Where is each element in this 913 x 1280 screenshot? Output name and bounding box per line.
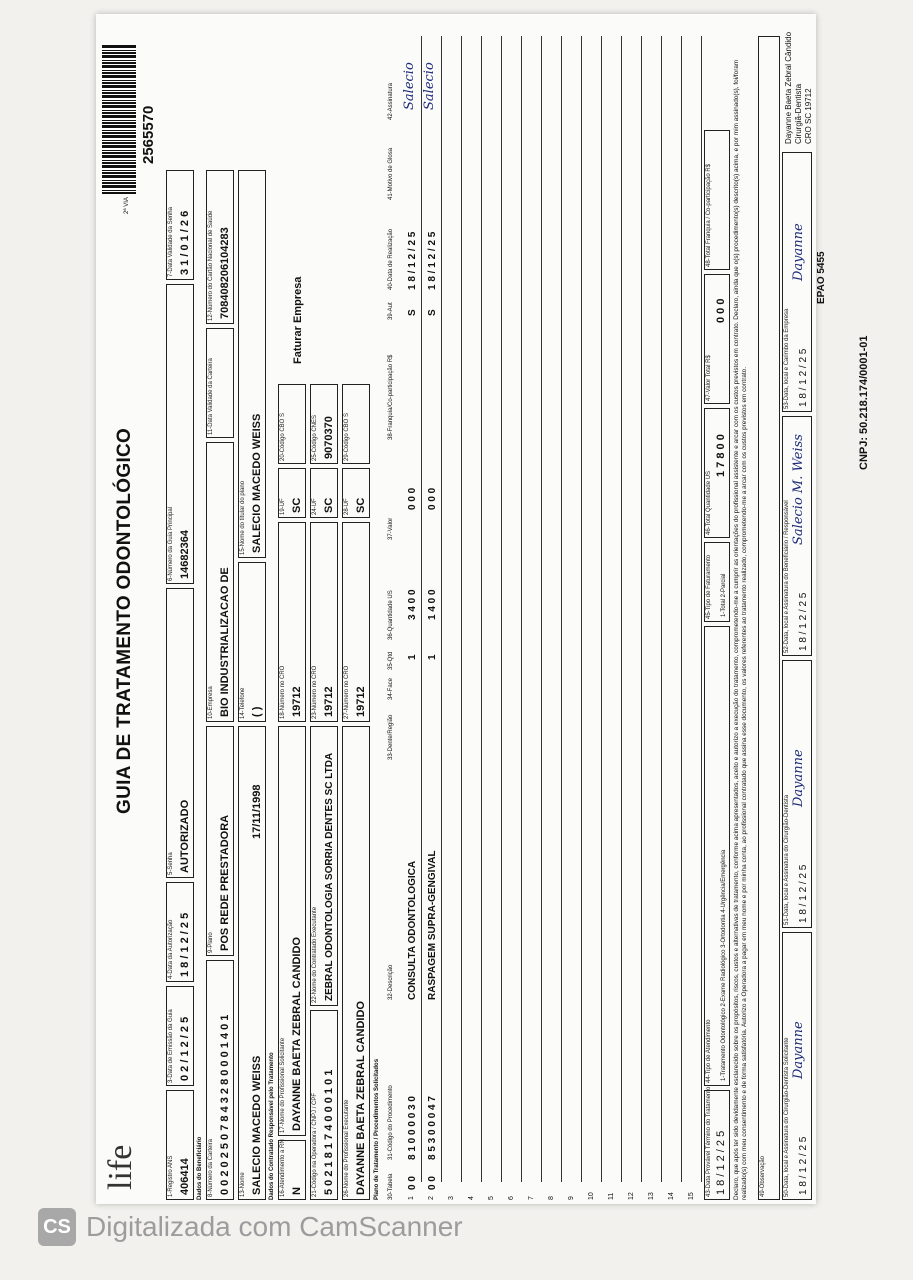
field-senha: 5-Senha AUTORIZADO [166,588,194,878]
field-cro-contratado: 23-Número no CRO 19712 [310,522,338,722]
company-logo: life [102,1144,139,1190]
row-number: 8 [548,1196,555,1200]
field-codigo-operadora: 21-Código na Operadora / CNPJ / CPF 5 0 2 1 8 1 7 4 0 0 0 1 0 1 [310,1010,338,1200]
row-number: 7 [528,1196,535,1200]
table-row [542,36,562,1200]
signature-empresa: 53-Data, local e Carimbo da Empresa 1 8 / 1 2 / 2 5 Dayanne [782,152,812,412]
row-number: 12 [628,1192,635,1200]
watermark-text: Digitalizada com CamScanner [86,1211,463,1242]
field-titular: 15-Nome do titular do plano SALECIO MACEDO WEISS [238,170,266,558]
stamp-cnpj: CNPJ: 50.218.174/0001-01 [858,335,870,470]
row-number: 6 [508,1196,515,1200]
table-row [582,36,602,1200]
field-cbo-solicitante: 20-Código CBO S [278,384,306,464]
guide-number: 2565570 [140,105,157,164]
signature-solicitante: 50-Data, local e Assinatura do Cirurgião-Dentista Solicitante 1 8 / 1 2 / 2 5 Dayanne [782,932,812,1200]
field-tipo-atendimento: 44-Tipo de Atendimento 1-Tratamento Odontológico 2-Exame Radiológico 3-Ortodontia 4-Urgência/Emergência [704,626,730,1086]
field-uf-solicitante: 19-UF SC [278,468,306,518]
dental-treatment-form [96,14,827,1204]
field-data-emissao: 3-Data de Emissão da Guia 0 2 / 1 2 / 2 5 [166,986,194,1086]
field-total-franquia: 48-Total Franquia / Co-participação R$ [704,130,730,270]
row-number: 3 [448,1196,455,1200]
field-cbo-executante: 29-Código CBO S [342,384,370,464]
barcode-icon [102,44,136,194]
row-number: 14 [668,1192,675,1200]
field-cro-solicitante: 18-Número no CRO 19712 [278,522,306,722]
section-beneficiary: Dados do Beneficiário [197,1136,203,1200]
table-row: 1 0 0 8 1 0 0 0 0 3 0 CONSULTA ODONTOLOGICA 1 3 4 0 0 0 0 0 S 1 8 / 1 2 / 2 5 Salecio [402,36,422,1200]
table-row [562,36,582,1200]
field-plano: 9-Plano POS REDE PRESTADORA [206,726,234,956]
via-label: 2ª VIA [124,197,130,214]
table-row [662,36,682,1200]
table-row [462,36,482,1200]
field-validade-senha: 7-Data Validade da Senha 3 1 / 0 1 / 2 6 [166,170,194,280]
table-row [682,36,702,1200]
stamp-cnpj-area [858,210,878,470]
signature-beneficiario: 52-Data, local e Assinatura do Beneficiário / Responsável 1 8 / 1 2 / 2 5 Salecio M. Weiss [782,416,812,656]
row-number: 10 [588,1192,595,1200]
field-rn: 16-Atendimento a RN N [278,1140,306,1200]
field-prof-executante: 26-Nome do Profissional Executante DAYANNE BAETA ZEBRAL CANDIDO [342,726,370,1200]
stamp-role: Cirurgiã-Dentista [794,83,803,144]
date-of-birth: 17/11/1998 [251,784,263,839]
camscanner-watermark [38,1208,463,1246]
row-number: 15 [688,1192,695,1200]
field-data-autorizacao: 4-Data da Autorização 1 8 / 1 2 / 2 5 [166,882,194,982]
field-validade-carteira: 11-Data Validade da Carteira [206,328,234,438]
table-row [442,36,462,1200]
table-row [622,36,642,1200]
stamp-epao: EPAO 5455 [816,251,827,304]
table-row: 2 0 0 8 5 3 0 0 0 4 7 RASPAGEM SUPRA-GENGIVAL 1 1 4 0 0 0 0 0 S 1 8 / 1 2 / 2 5 Salecio [422,36,442,1200]
row-number: 11 [608,1192,615,1200]
field-uf-contratado: 24-UF SC [310,468,338,518]
field-registro-ans: 1-Registro ANS 406414 [166,1090,194,1200]
row-number: 5 [488,1196,495,1200]
declaration-text: Declaro, que após ter sido devidamente esclarecido sobre os propósitos, riscos, custos e alternativas de tratamento, conforme acima apresentados, aceito e autorizo a execução do tratamento, comprometendo-me a cumprir as orientações do profissional assistente e arcar com os custos previstos em contrato. Declaro, ainda que o(s) procedimento(s) descrito(s) acima, e por mim assinado(s), foi/foram realizado(s) com meu consentimento e de forma satisfatória. Autorizo a Operadora a pagar em meu nome e por minha conta, ao profissional contratado que assina esse documento, os valores referentes ao tratamento realizado, comprometendo-me a arcar com os custos previstos em contrato. [733,59,748,1200]
row-number: 13 [648,1192,655,1200]
form-title: GUIA DE TRATAMENTO ODONTOLÓGICO [114,427,135,814]
field-valor-total: 47-Valor Total R$ 0 0 0 [704,274,730,404]
table-row [482,36,502,1200]
field-cro-executante: 27-Número no CRO 19712 [342,522,370,722]
procedure-table [402,36,732,1200]
field-cns: 12-Número do Cartão Nacional de Saúde 708408206104283 [206,170,234,324]
field-cnes: 25-Código CNES 9070370 [310,384,338,464]
field-guia-principal: 6-Número da Guia Principal 14682364 [166,284,194,584]
row-number: 9 [568,1196,575,1200]
field-carteira: 8-Número da Carteira 0 0 2 0 2 5 0 7 8 4 3 2 8 0 0 0 1 4 0 1 [206,960,234,1200]
field-uf-executante: 28-UF SC [342,468,370,518]
signature-dentista: 51-Data, local e Assinatura do Cirurgião-Dentista 1 8 / 1 2 / 2 5 Dayanne [782,660,812,928]
field-tipo-faturamento: 45-Tipo de Faturamento 1-Total 2-Parcial [704,542,730,622]
scanned-sheet [96,14,827,1204]
table-row [522,36,542,1200]
stamp-cro: CRO SC 19712 [804,88,813,144]
field-telefone: 14-Telefone ( ) [238,562,266,722]
field-nome: 13-Nome SALECIO MACEDO WEISS 17/11/1998 [238,726,266,1200]
field-observacao: 49-Observação [758,36,780,1200]
row-number: 4 [468,1196,475,1200]
faturar-note: Faturar Empresa [292,276,304,364]
section-contracted: Dados do Contratado Responsável pelo Tratamento [269,1052,275,1200]
field-total-us: 46-Total Quantidade US 1 7 8 0 0 [704,408,730,538]
camscanner-icon: CS [38,1208,76,1246]
field-prof-solicitante: 17-Nome do Profissional Solicitante DAYANNE BAETA ZEBRAL CANDIDO [278,726,306,1136]
procedure-headers: 30-Tabela 31-Código do Procedimento 32-Descrição 33-Dente/Região 34-Face 35-Qtd 36-Quantidade US 37-Valor 38-Franquia/Co-participação R$ 39-Aut 40-Data de Realização 41-Motivo de Glosa 42-Assinatura [388,82,394,1200]
field-data-termino: 43-Data Provável Término do Tratamento 1 8 / 1 2 / 2 5 [704,1090,730,1200]
table-row [642,36,662,1200]
table-row [602,36,622,1200]
section-plan: Plano de Tratamento / Procedimentos Solicitados [374,1058,380,1200]
stamp-name: Dayanne Baeta Zebral Cândido [784,31,793,144]
table-row [502,36,522,1200]
field-empresa: 10-Empresa BIO INDUSTRIALIZACAO DE [206,442,234,722]
field-contratado: 22-Nome do Contratado Executante ZEBRAL ODONTOLOGIA SORRIA DENTES SC LTDA [310,726,338,1006]
